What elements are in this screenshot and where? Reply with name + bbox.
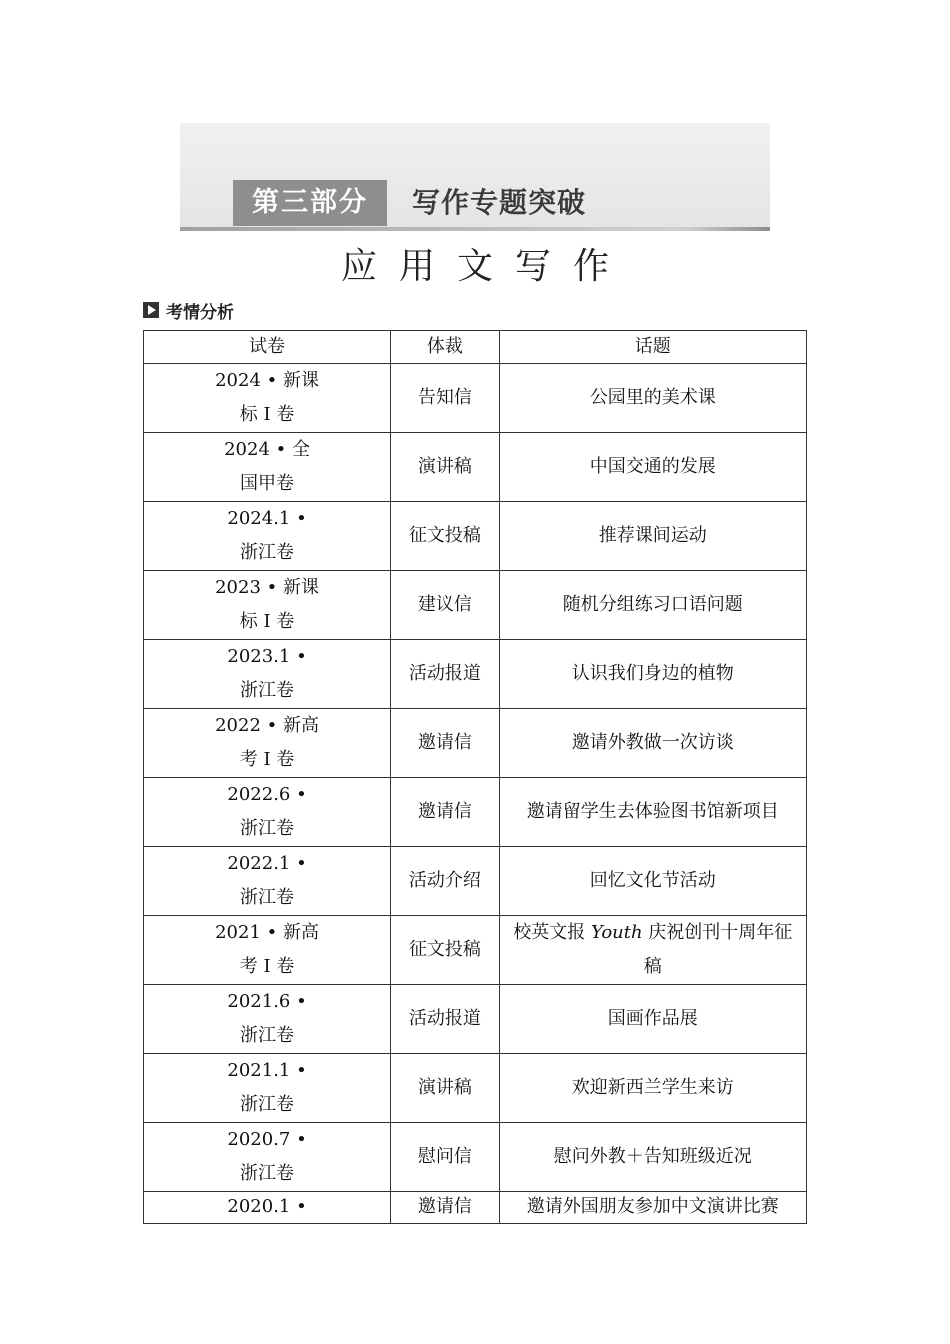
genre-cell: 告知信	[391, 364, 499, 433]
genre-cell: 活动报道	[391, 985, 499, 1054]
exam-line: 2024 • 全	[224, 439, 310, 460]
genre-cell: 邀请信	[391, 1192, 499, 1224]
table-row	[144, 364, 807, 433]
exam-line: 2021.6 •	[227, 991, 307, 1012]
exam-cell	[144, 847, 391, 916]
topic-cell: 国画作品展	[499, 985, 806, 1054]
genre-cell: 邀请信	[391, 778, 499, 847]
exam-line: 2021.1 •	[227, 1060, 307, 1081]
exam-line: 2022.6 •	[227, 784, 307, 805]
page-title: 应用文写作	[340, 246, 631, 287]
exam-line: 浙江卷	[240, 680, 295, 701]
play-triangle-icon	[143, 302, 159, 318]
topic-text: 校英文报	[513, 922, 591, 943]
genre-cell: 演讲稿	[391, 433, 499, 502]
table-header-row	[144, 331, 807, 364]
topic-cell: 随机分组练习口语问题	[499, 571, 806, 640]
genre-cell: 活动报道	[391, 640, 499, 709]
topic-cell: 欢迎新西兰学生来访	[499, 1054, 806, 1123]
genre-cell: 建议信	[391, 571, 499, 640]
exam-line: 浙江卷	[240, 542, 295, 563]
exam-line: 2023 • 新课	[215, 577, 319, 598]
exam-line: 考 I 卷	[239, 956, 295, 977]
genre-cell: 征文投稿	[391, 502, 499, 571]
genre-cell: 演讲稿	[391, 1054, 499, 1123]
header-topic: 话题	[499, 331, 806, 364]
exam-line: 2022 • 新高	[215, 715, 319, 736]
exam-line: 浙江卷	[240, 818, 295, 839]
exam-analysis-table	[143, 330, 807, 1224]
table-row	[144, 847, 807, 916]
exam-cell	[144, 1054, 391, 1123]
table-row	[144, 1123, 807, 1192]
table-row	[144, 1054, 807, 1123]
table-row	[144, 640, 807, 709]
exam-line: 浙江卷	[240, 1025, 295, 1046]
exam-line: 浙江卷	[240, 1163, 295, 1184]
exam-cell	[144, 502, 391, 571]
exam-line: 2020.1 •	[227, 1196, 307, 1217]
topic-cell: 慰问外教＋告知班级近况	[499, 1123, 806, 1192]
exam-line: 2024.1 •	[227, 508, 307, 529]
part-title: 写作专题突破	[412, 186, 587, 219]
exam-cell	[144, 709, 391, 778]
exam-cell	[144, 1192, 391, 1224]
exam-line: 国甲卷	[240, 473, 295, 494]
exam-line: 考 I 卷	[239, 749, 295, 770]
table-row	[144, 1192, 807, 1224]
exam-cell	[144, 778, 391, 847]
genre-cell: 征文投稿	[391, 916, 499, 985]
exam-cell	[144, 916, 391, 985]
header-exam: 试卷	[144, 331, 391, 364]
topic-cell: 推荐课间运动	[499, 502, 806, 571]
exam-cell	[144, 364, 391, 433]
topic-cell: 公园里的美术课	[499, 364, 806, 433]
banner-divider	[180, 227, 770, 231]
topic-cell: 中国交通的发展	[499, 433, 806, 502]
exam-line: 2023.1 •	[227, 646, 307, 667]
table-row	[144, 571, 807, 640]
topic-cell: 回忆文化节活动	[499, 847, 806, 916]
table-row	[144, 709, 807, 778]
table-row	[144, 433, 807, 502]
genre-cell: 活动介绍	[391, 847, 499, 916]
exam-cell	[144, 985, 391, 1054]
exam-line: 标 I 卷	[239, 611, 295, 632]
section-heading	[143, 298, 234, 322]
exam-cell	[144, 640, 391, 709]
table-row	[144, 502, 807, 571]
part-label: 第三部分	[233, 180, 387, 226]
exam-line: 标 I 卷	[239, 404, 295, 425]
genre-cell: 邀请信	[391, 709, 499, 778]
section-label: 考情分析	[166, 302, 234, 323]
genre-cell: 慰问信	[391, 1123, 499, 1192]
exam-line: 浙江卷	[240, 1094, 295, 1115]
header-genre: 体裁	[391, 331, 499, 364]
table-row	[144, 916, 807, 985]
exam-line: 2020.7 •	[227, 1129, 307, 1150]
table-row	[144, 985, 807, 1054]
exam-cell	[144, 433, 391, 502]
exam-line: 浙江卷	[240, 887, 295, 908]
exam-line: 2022.1 •	[227, 853, 307, 874]
topic-cell: 邀请留学生去体验图书馆新项目	[499, 778, 806, 847]
topic-cell: 邀请外教做一次访谈	[499, 709, 806, 778]
topic-english-title: Youth	[591, 922, 643, 943]
topic-cell: 邀请外国朋友参加中文演讲比赛	[499, 1192, 806, 1224]
table-row	[144, 778, 807, 847]
exam-cell	[144, 571, 391, 640]
exam-line: 2021 • 新高	[215, 922, 319, 943]
topic-cell	[499, 916, 806, 985]
topic-cell: 认识我们身边的植物	[499, 640, 806, 709]
exam-line: 2024 • 新课	[215, 370, 319, 391]
topic-text: 庆祝创刊十周年征稿	[642, 922, 793, 977]
exam-cell	[144, 1123, 391, 1192]
